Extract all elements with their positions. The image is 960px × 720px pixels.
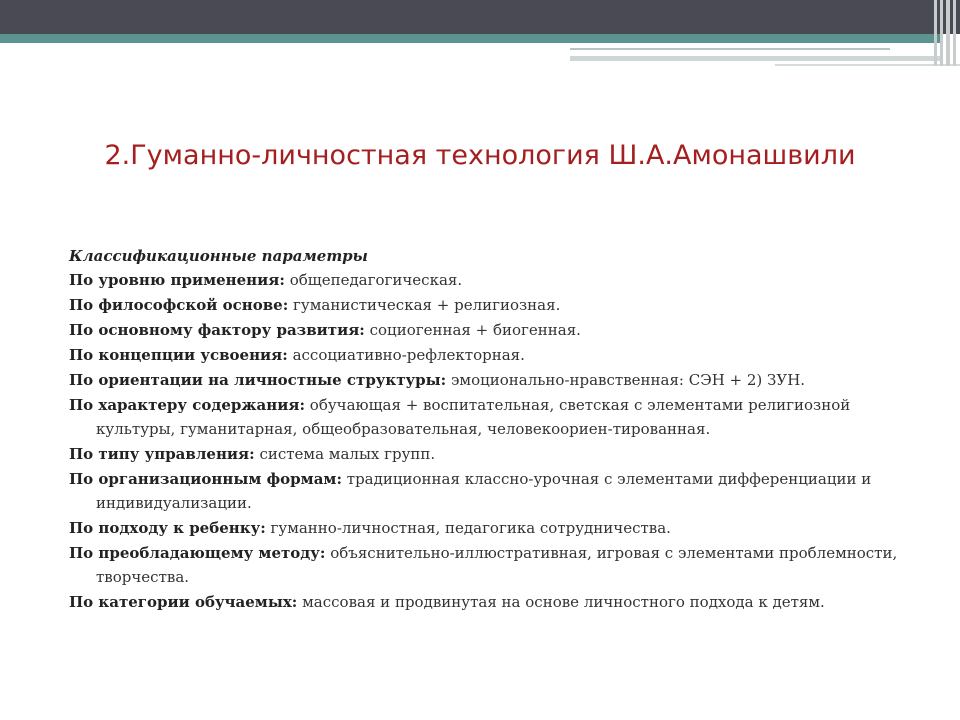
header-accent-stripe xyxy=(0,34,940,43)
param-value: ассоциативно-рефлекторная. xyxy=(292,346,525,364)
decorative-vertical-bars xyxy=(932,0,960,66)
list-item xyxy=(69,590,899,614)
param-value: социогенная + биогенная. xyxy=(369,321,581,339)
param-value: обучающая + воспитательная, светская с элементами религиозной культуры, гуманитарная, общеобразовательная, человекоориен-тированная. xyxy=(96,396,851,438)
param-label: По основному фактору развития: xyxy=(69,321,365,339)
parameters-list xyxy=(69,244,899,615)
param-value: гуманно-личностная, педагогика сотрудничества. xyxy=(270,519,671,537)
param-value: эмоционально-нравственная: СЭН + 2) ЗУН. xyxy=(451,371,806,389)
param-label: По преобладающему методу: xyxy=(69,544,326,562)
param-label: По подходу к ребенку: xyxy=(69,519,266,537)
list-item xyxy=(69,318,899,342)
list-item xyxy=(69,541,899,589)
param-label: По концепции усвоения: xyxy=(69,346,288,364)
subheading: Классификационные параметры xyxy=(69,247,368,265)
list-item xyxy=(69,268,899,292)
list-item xyxy=(69,442,899,466)
list-item xyxy=(69,368,899,392)
slide-title: 2.Гуманно-личностная технология Ш.А.Амонашвили xyxy=(104,140,856,171)
param-value: гуманистическая + религиозная. xyxy=(293,296,561,314)
param-label: По организационным формам: xyxy=(69,470,342,488)
param-value: объяснительно-иллюстративная, игровая с элементами проблемности, творчества. xyxy=(96,544,898,586)
decorative-line xyxy=(570,56,942,61)
list-item xyxy=(69,516,899,540)
param-value: массовая и продвинутая на основе личностного подхода к детям. xyxy=(302,593,825,611)
param-label: По уровню применения: xyxy=(69,271,285,289)
list-item xyxy=(69,467,899,515)
decorative-line xyxy=(570,48,890,50)
param-label: По типу управления: xyxy=(69,445,255,463)
list-item xyxy=(69,393,899,441)
param-value: общепедагогическая. xyxy=(289,271,463,289)
param-label: По категории обучаемых: xyxy=(69,593,298,611)
header-bar xyxy=(0,0,960,34)
param-label: По ориентации на личностные структуры: xyxy=(69,371,447,389)
param-label: По философской основе: xyxy=(69,296,289,314)
param-value: система малых групп. xyxy=(259,445,436,463)
list-item xyxy=(69,293,899,317)
param-value: традиционная классно-урочная с элементами дифференциации и индивидуализации. xyxy=(96,470,872,512)
param-label: По характеру содержания: xyxy=(69,396,306,414)
list-item xyxy=(69,343,899,367)
